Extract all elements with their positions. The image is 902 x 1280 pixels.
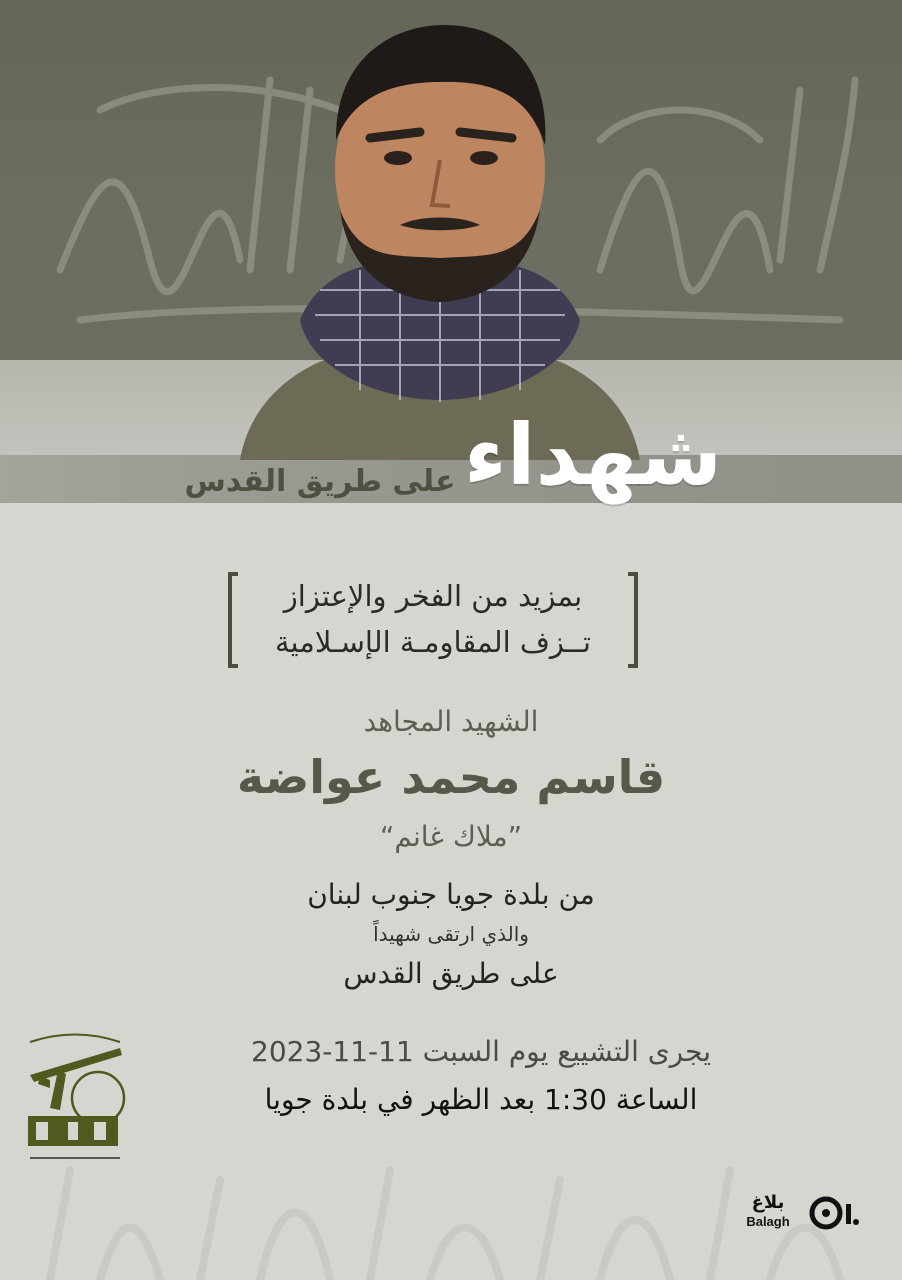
martyr-origin: من بلدة جويا جنوب لبنان: [307, 878, 595, 911]
ascended-text: والذي ارتقى شهيداً: [373, 922, 529, 946]
left-bracket: [228, 572, 238, 668]
balagh-logo: [736, 1192, 866, 1236]
title-subtitle: على طريق القدس: [184, 464, 456, 499]
martyr-portrait: [240, 20, 640, 460]
balagh-english: Balagh: [746, 1214, 790, 1229]
intro-bracket-box: [228, 572, 638, 668]
calligraphy-watermark-bottom: [30, 1150, 850, 1280]
martyr-prefix: الشهيد المجاهد: [363, 705, 539, 738]
right-bracket: [628, 572, 638, 668]
funeral-date: يجرى التشييع يوم السبت 11-11-2023: [251, 1035, 711, 1068]
intro-line-1: بمزيد من الفخر والإعتزاز: [283, 579, 583, 613]
balagh-arabic: بلاغ: [751, 1192, 785, 1213]
road-text: على طريق القدس: [343, 957, 559, 990]
balagh-icon: [806, 1196, 862, 1230]
martyr-name: قاسم محمد عواضة: [236, 750, 666, 804]
funeral-time: الساعة 1:30 بعد الظهر في بلدة جويا: [264, 1083, 698, 1116]
main-title: شهداء: [463, 406, 723, 504]
hezbollah-emblem-icon: [20, 1030, 130, 1170]
intro-line-2: تــزف المقاومـة الإسـلامية: [275, 625, 591, 659]
martyr-nickname: ”ملاك غانم“: [379, 820, 523, 853]
